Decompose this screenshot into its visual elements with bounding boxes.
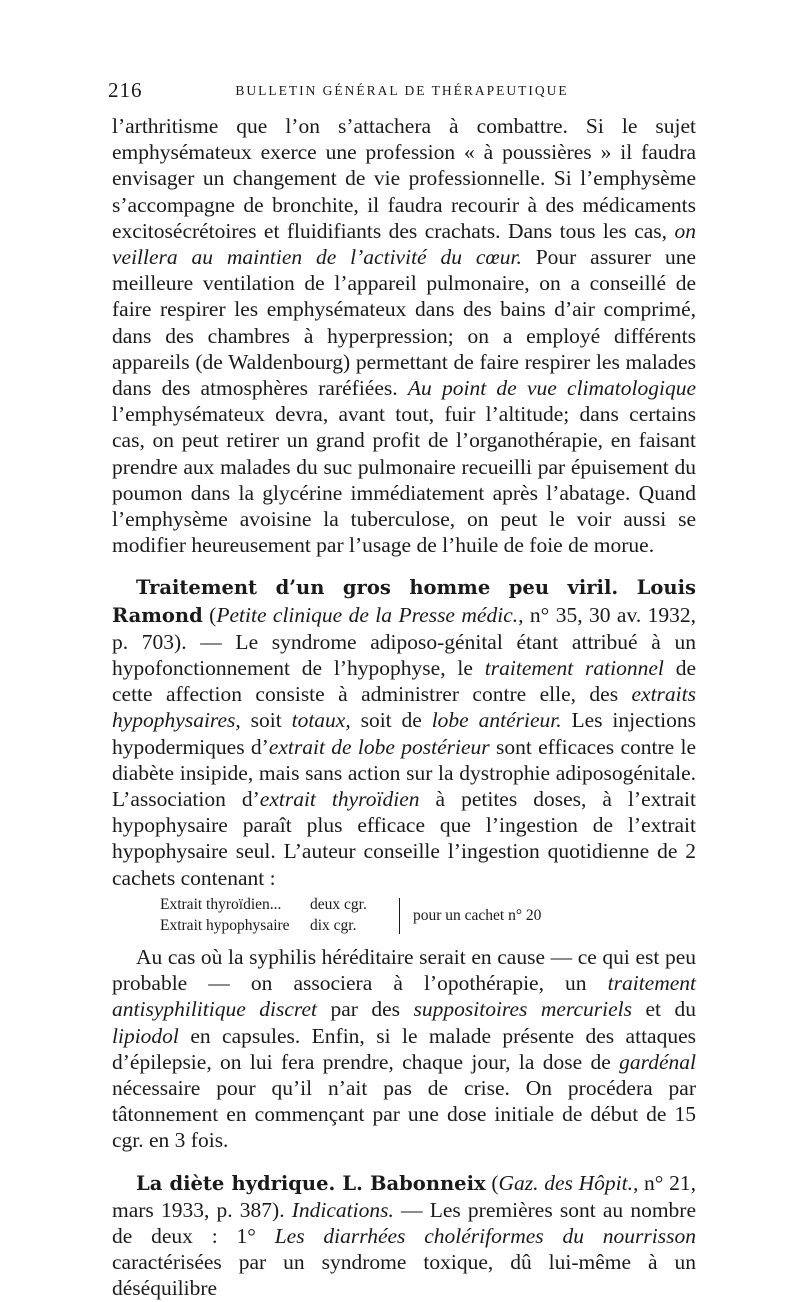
ingredient-dose: dix cgr. bbox=[310, 916, 357, 934]
text-run: l’arthritisme que l’on s’attachera à combattre. Si le sujet emphysémateux exerce une profession « à poussières » il faudra envisager un changement de vie professionnelle. Si l’emphysème s’accompagne de bronchite, il faudra recourir à des médicaments excitosécrétoires et fluidifiants des crachats. Dans tous les cas, bbox=[112, 114, 696, 243]
article-title: Traitement d’un gros homme peu viril. Louis Ramond bbox=[112, 576, 696, 627]
italic-run: lobe antérieur. bbox=[431, 708, 562, 733]
text-run: Les injections hypodermiques d’ bbox=[112, 708, 696, 759]
italic-run: extraits hypophysaires, bbox=[112, 682, 696, 733]
italic-run: lipiodol bbox=[112, 1023, 179, 1048]
ingredient-name: Extrait hypophysaire bbox=[160, 916, 290, 934]
italic-run: Petite clinique de la Presse médic., bbox=[216, 602, 524, 627]
text-run: soit de bbox=[350, 708, 432, 733]
article-diete-hydrique bbox=[112, 1170, 696, 1302]
section-gap bbox=[112, 1154, 696, 1170]
text-run: Pour assurer une meilleure ventilation de l’appareil pulmonaire, on a conseillé de faire respirer les emphysémateux dans des bains d’air comprimé, dans des chambres à hyperpression; on a employé différents appareils (de Waldenbourg) permettant de faire respirer les malades dans des atmosphères raréfiées. bbox=[112, 245, 696, 401]
text-run: nécessaire pour qu’il n’ait pas de crise. On procédera par tâtonnement en commençant par une dose initiale de début de 15 cgr. en 3 fois. bbox=[112, 1075, 696, 1153]
text-run: Au cas où la syphilis héréditaire serait en cause — ce qui est peu probable — on associera à l’opothérapie, un bbox=[112, 944, 696, 996]
prescription-note: pour un cachet n° 20 bbox=[413, 906, 542, 924]
ingredient-name: Extrait thyroïdien... bbox=[160, 895, 282, 913]
paragraph-syphilis bbox=[112, 944, 696, 1154]
prescription-formula bbox=[112, 894, 696, 942]
italic-run: extrait thyroïdien bbox=[259, 787, 420, 812]
page-body bbox=[112, 113, 696, 1302]
italic-run: on veillera au maintien de l’activité du cœur. bbox=[112, 218, 696, 270]
italic-run: Indications. bbox=[291, 1197, 394, 1222]
italic-run: suppositoires mercuriels bbox=[413, 997, 633, 1022]
section-gap bbox=[112, 558, 696, 574]
italic-run: Gaz. des Hôpit., bbox=[498, 1170, 639, 1195]
page-header bbox=[108, 78, 696, 102]
text-run: soit bbox=[240, 708, 292, 733]
text-run: n° 21, mars 1933, p. 387). bbox=[112, 1170, 696, 1222]
text-run: en capsules. Enfin, si le malade présente des attaques d’épilepsie, on lui fera prendre, chaque jour, la dose de bbox=[112, 1023, 696, 1074]
text-run: — Les premières sont au nombre de deux : 1° bbox=[112, 1197, 696, 1248]
italic-run: totaux, bbox=[291, 708, 351, 733]
italic-run: gardénal bbox=[619, 1049, 696, 1074]
article-title: La diète hydrique. L. Babonneix bbox=[136, 1171, 486, 1195]
brace-symbol bbox=[395, 898, 400, 934]
italic-run: traitement antisyphilitique discret bbox=[112, 971, 696, 1022]
italic-run: traitement rationnel bbox=[484, 656, 664, 681]
text-run: à petites doses, à l’extrait hypophysaire paraît plus efficace que l’ingestion de l’extrait hypophysaire seul. L’auteur conseille l’ingestion quotidienne de 2 cachets contenant : bbox=[112, 787, 696, 890]
text-run: et du bbox=[632, 997, 696, 1022]
text-run: sont efficaces contre le diabète insipide, mais sans action sur la dystrophie adiposogénitale. L’association d’ bbox=[112, 734, 697, 812]
text-run: ( bbox=[202, 602, 217, 627]
text-run: de cette affection consiste à administrer contre elle, des bbox=[112, 656, 696, 707]
page-number: 216 bbox=[108, 78, 143, 102]
ingredient-dose: deux cgr. bbox=[310, 895, 367, 913]
italic-run: Les diarrhées cholériformes du nourrisson bbox=[274, 1223, 696, 1248]
italic-run: extrait de lobe postérieur bbox=[268, 734, 490, 759]
text-run: n° 35, 30 av. 1932, p. 703). — Le syndrome adiposo-génital étant attribué à un hypofonctionnement de l’hypophyse, le bbox=[112, 602, 696, 681]
text-run: ( bbox=[485, 1170, 499, 1195]
text-run: l’emphysémateux devra, avant tout, fuir l’altitude; dans certains cas, on peut retirer un grand profit de l’organothérapie, en faisant prendre aux malades du suc pulmonaire recueilli par épuisement du poumon dans la glycérine immédiatement après l’abatage. Quand l’emphysème avoisine la tuberculose, on peut le voir aussi se modifier heureusement par l’usage de l’huile de foie de morue. bbox=[112, 402, 696, 558]
running-head: BULLETIN GÉNÉRAL DE THÉRAPEUTIQUE bbox=[235, 83, 569, 98]
text-run: par des bbox=[316, 997, 414, 1022]
paragraph-emphysema-continued bbox=[112, 113, 696, 558]
text-run: caractérisées par un syndrome toxique, dû lui-même à un déséquilibre bbox=[112, 1250, 696, 1301]
italic-run: Au point de vue climatologique bbox=[407, 376, 696, 401]
article-gros-homme bbox=[112, 574, 696, 890]
